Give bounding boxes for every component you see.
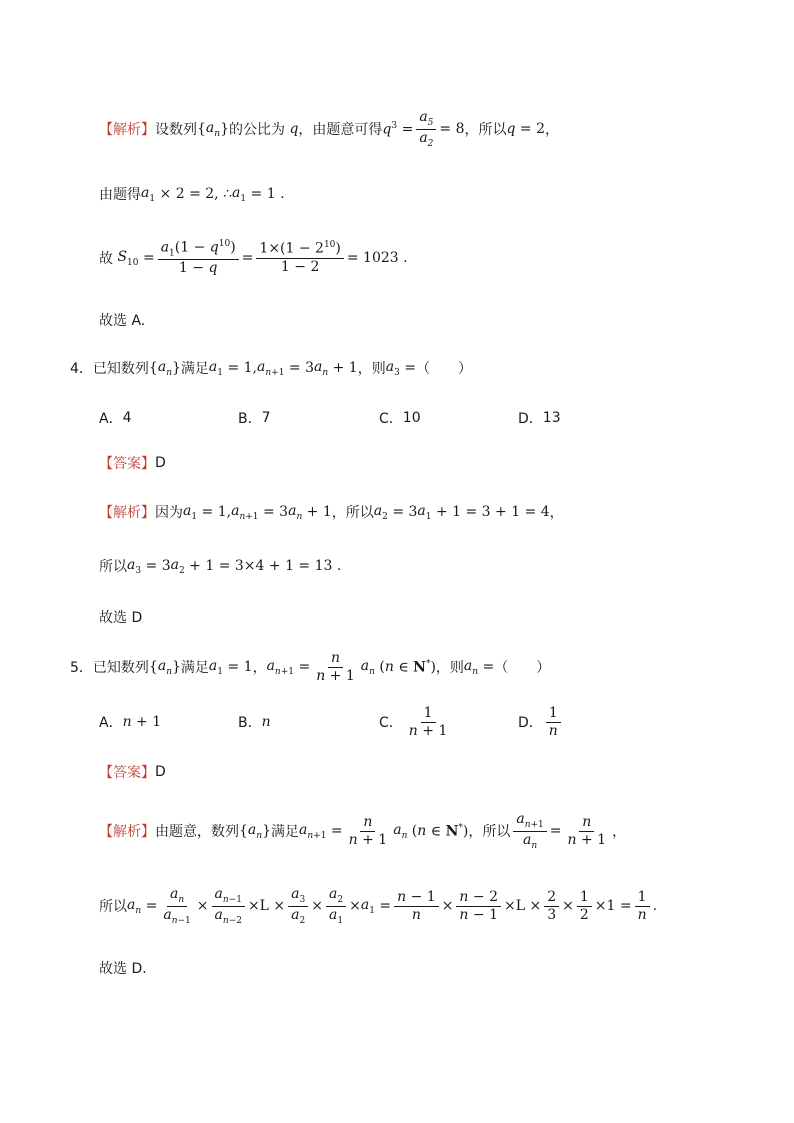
q4-solution-line2: 所以 $a_3$ = 3 $a_2$ + 1 = 3×4 + 1 = 13 . (99, 556, 342, 576)
fraction: $\frac{1\times(1 - 2^{10})}{1 - 2}$ (256, 240, 343, 275)
fraction: $\frac{n}{n + 1}$ (348, 813, 388, 848)
q5-option-a[interactable]: A． n + 1 (99, 714, 162, 731)
prev-solution-line3: 故 $S_{10}$ = $\frac{a_1(1 - q^{10})}{1 - q}$ = $\frac{1\times(1 - 2^{10})}{1 - 2}$ = 1023 . (99, 238, 408, 277)
fraction: $\frac{a_3}{a_2}$ (288, 886, 308, 926)
analysis-tag: 【解析】 (99, 122, 155, 138)
q4-answer: 【答案】 D (99, 455, 166, 472)
fraction: $\frac{n - 1}{n}$ (394, 889, 439, 924)
prev-final-choice: 故选 A. (99, 313, 146, 329)
fraction: $\frac{a_{n-1}}{a_{n-2}}$ (212, 886, 245, 926)
fraction: $\frac{a_1(1 - q^{10})}{1 - q}$ (158, 239, 239, 277)
analysis-tag: 【解析】 (99, 824, 155, 840)
q5-answer: 【答案】 D (99, 764, 166, 781)
answer-tag: 【答案】 (99, 765, 155, 781)
prev-solution-line2: 由题得 $a_1$ × 2 = 2, ∴ $a_1$ = 1 . (99, 184, 285, 204)
q4-solution-line1: 【解析】 因为 $a_1$ = 1, $a_{n+1}$ = 3 $a_n$ + 1 ，所以 $a_2$ = 3 $a_1$ + 1 = 3 + 1 = 4 ， (99, 502, 564, 522)
fraction: $\frac{n}{n + 1}$ (316, 649, 355, 684)
q5-stem: 5．已知数列 { $a_n$ } 满足 $a_1$ = 1 ， $a_{n+1}$ = $\frac{n}{n + 1}$ $a_n$ ( n ∈ N*) ，则 $a_n$ = （ ） (70, 649, 551, 684)
q5-solution-line1: 【解析】 由题意，数列 { $a_n$ } 满足 $a_{n+1}$ = $\frac{n}{n + 1}$ $a_n$ ( n ∈ N*) ，所以 $\frac{a_{n+1}}{a_n}$ = $\frac{n}{n + 1}$ ， (99, 810, 627, 851)
q4-option-c[interactable]: C． 10 (379, 410, 421, 427)
q4-option-a[interactable]: A． 4 (99, 410, 132, 427)
fraction: $\frac{a_5}{a_2}$ (416, 109, 436, 149)
fraction: $\frac{1}{2}$ (577, 889, 592, 924)
answer-tag: 【答案】 (99, 456, 155, 472)
q4-option-d[interactable]: D． 13 (518, 410, 561, 427)
fraction: $\frac{n}{n + 1}$ (567, 813, 607, 848)
q5-final-choice: 故选 D. (99, 961, 147, 977)
q5-solution-line2: 所以 $a_n$ = $\frac{a_n}{a_{n-1}}$ × $\frac{a_{n-1}}{a_{n-2}}$ ×L × $\frac{a_3}{a_2}$ × $\frac{a_2}{a_1}$ × $a_1$ = $\frac{n - 1}{n}$ × $\frac{n - 2}{n - 1}$ ×L × $\frac{2}{3}$ × $\frac{1}{2}$ ×1 = $\frac{1}{n}$ . (99, 885, 658, 926)
fraction: $\frac{a_n}{a_{n-1}}$ (163, 885, 191, 926)
q5-option-b[interactable]: B． n (238, 714, 271, 731)
fraction: $\frac{1}{n}$ (546, 705, 561, 740)
q5-option-c[interactable]: C． $\frac{1}{n + 1}$ (379, 700, 453, 744)
prev-solution-line1: 【解析】 设数列 { $a_n$ } 的公比为 q ，由题意可得 $q^3$ = $\frac{a_5}{a_2}$ = 8 ，所以 q = 2 ， (99, 108, 560, 149)
q4-option-b[interactable]: B． 7 (238, 410, 271, 427)
q4-stem: 4．已知数列 { $a_n$ } 满足 $a_1$ = 1, $a_{n+1}$ = 3 $a_n$ + 1 ，则 $a_3$ = （ ） (70, 358, 472, 378)
fraction: $\frac{1}{n + 1}$ (408, 704, 448, 739)
fraction: $\frac{n - 2}{n - 1}$ (456, 889, 501, 924)
fraction: $\frac{a_{n+1}}{a_n}$ (513, 811, 546, 851)
fraction: $\frac{2}{3}$ (544, 889, 559, 924)
q5-option-d[interactable]: D． $\frac{1}{n}$ (518, 700, 564, 744)
fraction: $\frac{1}{n}$ (635, 889, 650, 924)
fraction: $\frac{a_2}{a_1}$ (326, 886, 346, 926)
analysis-tag: 【解析】 (99, 505, 155, 521)
q4-final-choice: 故选 D (99, 610, 143, 626)
